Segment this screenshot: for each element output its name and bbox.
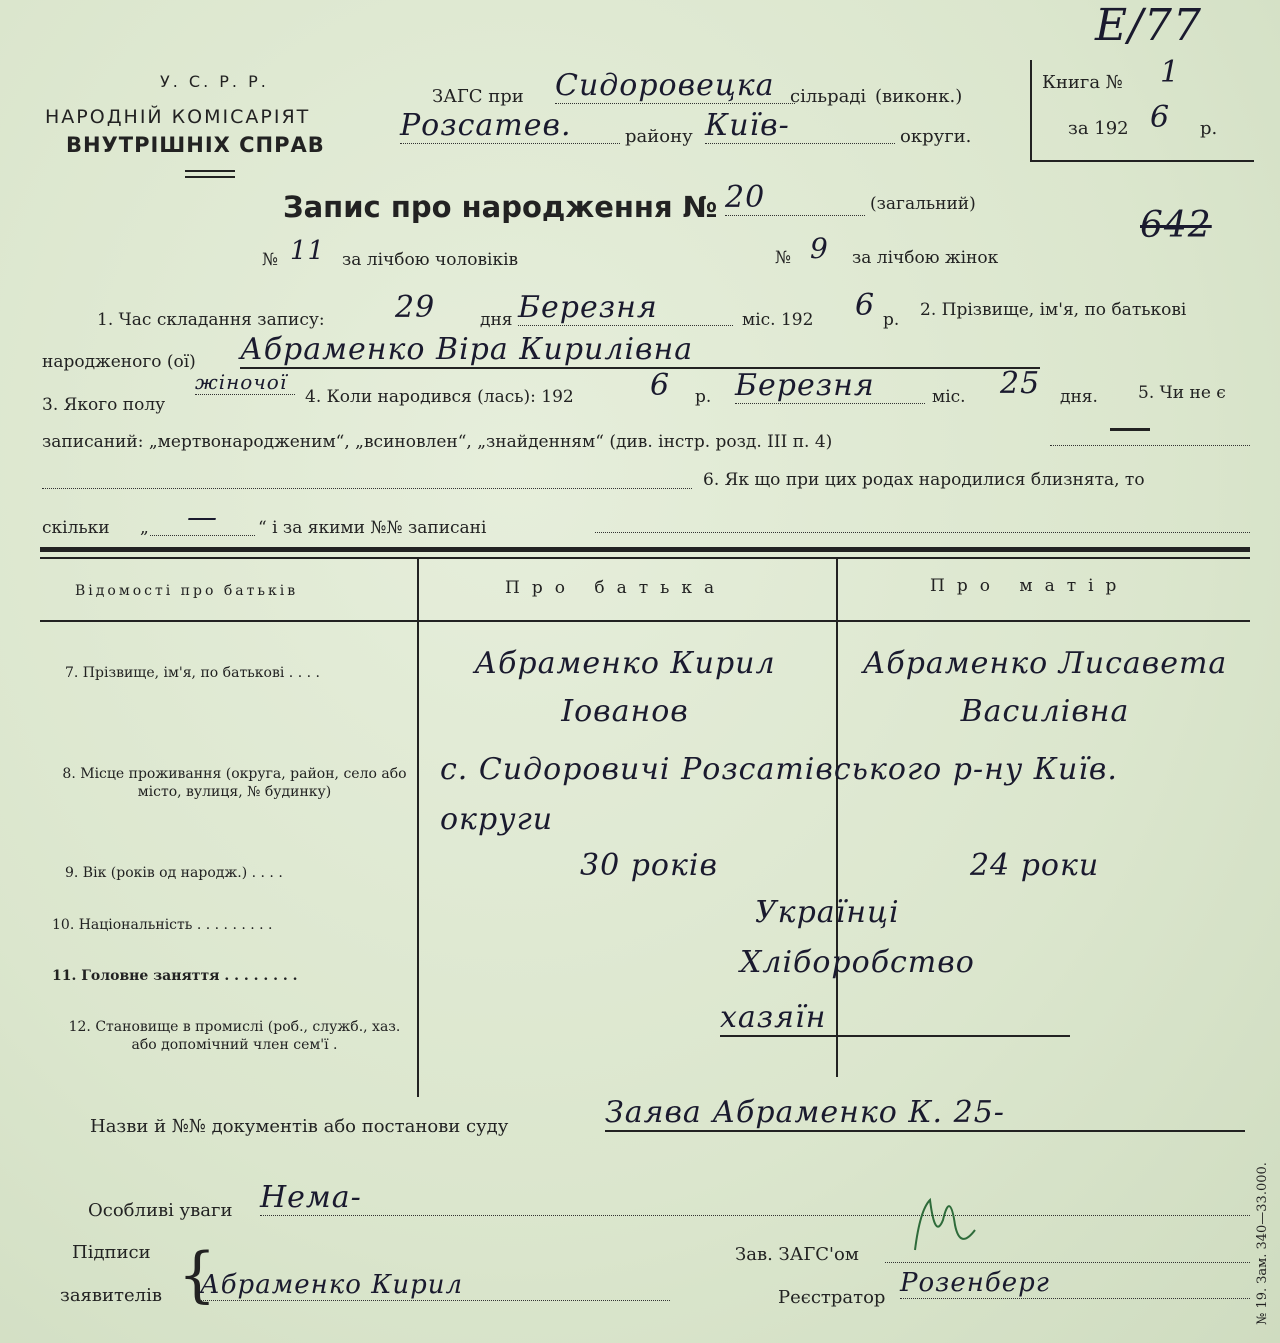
men-label: за лічбою чоловіків [342, 250, 519, 270]
field-2-cont: народженого (ої) [42, 352, 196, 372]
field-1-day: 29 [395, 290, 436, 325]
header-rule [185, 176, 235, 178]
field-5-line [1050, 445, 1250, 446]
field-1-month: Березня [518, 290, 733, 326]
notes-label: Особливі уваги [88, 1200, 233, 1221]
row-9-mother: 24 роки [970, 848, 1100, 883]
notes-value: Нема- [260, 1180, 1250, 1216]
field-1-mis: міс. 192 [742, 310, 814, 330]
zags-label: ЗАГС при [432, 86, 524, 107]
row-9-father: 30 років [580, 848, 718, 883]
row-10-label: 10. Національність . . . . . . . . . [52, 917, 273, 933]
men-no-sign: № [262, 250, 279, 270]
field-3-label: 3. Якого полу [42, 395, 166, 415]
field-5-dash [1110, 428, 1150, 431]
field-6-value: — [150, 500, 255, 536]
docs-label: Назви й №№ документів або постанови суду [90, 1116, 509, 1137]
field-6-cont: скільки [42, 518, 110, 538]
table-col-divider [417, 557, 419, 1097]
book-label: Книга № [1042, 72, 1123, 93]
corner-number: 642 [1140, 205, 1212, 246]
village-value: Сидоровецка [555, 68, 795, 104]
women-no-sign: № [775, 248, 792, 268]
field-2-value: Абраменко Віра Кирилівна [240, 332, 1040, 369]
field-4-mis: міс. [932, 387, 966, 407]
book-year-r: р. [1200, 118, 1218, 139]
row-12-label: 12. Становище в промислі (роб., служб., хаз. або допомічний член сем'ї . [68, 1019, 401, 1053]
table-top-rule [40, 547, 1250, 552]
field-1-year: 6 [855, 288, 876, 323]
silradi-label: сільраді [790, 86, 867, 107]
row-9-label: 9. Вік (років од народж.) . . . . [65, 865, 283, 881]
row-11-father: Хліборобство [740, 945, 975, 980]
field-6-line [42, 488, 692, 489]
field-4-year: 6 [650, 368, 671, 403]
header-rule [185, 170, 235, 172]
corner-mark: E/77 [1095, 0, 1202, 51]
field-4-day: 25 [1000, 366, 1041, 401]
row-7-father: Абраменко Кирил Іованов [474, 646, 776, 729]
registrar-label: Реєстратор [778, 1287, 886, 1308]
field-6-end: “ і за якими №№ записані [258, 518, 487, 538]
field-1-label: 1. Час складання запису: [97, 310, 325, 330]
row-12-father: хазяїн [720, 1000, 1070, 1037]
row-7-mother: Абраменко Лисавета Василівна [862, 646, 1228, 729]
table-top-rule-thin [40, 557, 1250, 559]
okrugy-label: округи. [900, 126, 972, 147]
docs-value: Заява Абраменко К. 25- [605, 1095, 1245, 1132]
field-1-day-word: дня [480, 310, 513, 330]
okrug-value: Київ- [705, 108, 895, 144]
row-8-father: с. Сидоровичі Розсатівського р-ну Київ. округи [440, 752, 1118, 837]
field-5-cont: записаний: „мертвонародженим“, „всиновлен“, „знайденням“ (див. інстр. розд. III п. 4) [42, 432, 833, 452]
table-header-mother: Про матір [930, 576, 1129, 596]
table-header-info: Відомості про батьків [75, 583, 299, 599]
field-6-label: 6. Як що при цих родах народилися близнята, то [703, 470, 1145, 490]
applicant-signature: Абраменко Кирил [200, 1270, 670, 1301]
raionu-label: району [625, 126, 693, 147]
book-year-label: за 192 [1068, 118, 1129, 139]
book-number: 1 [1160, 55, 1181, 90]
row-10-father: Українці [755, 895, 900, 930]
zags-head-label: Зав. ЗАГС'ом [735, 1244, 859, 1265]
zags-head-line [885, 1262, 1250, 1263]
field-4-month: Березня [735, 368, 925, 404]
side-print: № 19. Зам. 340—33.000. [1255, 1162, 1270, 1325]
field-4-label: 4. Коли народився (лась): 192 [305, 387, 574, 407]
field-4-day-word: дня. [1060, 387, 1098, 407]
table-header-rule [40, 620, 1250, 622]
zags-head-signature [905, 1180, 985, 1260]
women-label: за лічбою жінок [852, 248, 999, 268]
ussr-label: У. С. Р. Р. [160, 72, 269, 91]
book-year-digit: 6 [1150, 100, 1171, 135]
field-5-label: 5. Чи не є [1138, 383, 1226, 403]
commissariat-line2: ВНУТРІШНІХ СПРАВ [66, 133, 325, 157]
district-value: Розсатев. [400, 108, 620, 144]
men-count: 11 [290, 236, 326, 266]
field-3-value: жіночої [195, 370, 295, 395]
women-count: 9 [810, 232, 829, 265]
signatures-label-2: заявителів [60, 1285, 162, 1306]
signatures-brace: { [178, 1240, 217, 1310]
signatures-label-1: Підписи [72, 1242, 151, 1263]
registrar-signature: Розенберг [900, 1268, 1250, 1299]
table-header-father: Про батька [505, 578, 727, 598]
record-title: Запис про народження № [283, 190, 718, 224]
field-4-r: р. [695, 387, 712, 407]
commissariat-line1: НАРОДНІЙ КОМІСАРІЯТ [45, 106, 311, 128]
birth-record-page: У. С. Р. Р. НАРОДНІЙ КОМІСАРІЯТ ВНУТРІШНІХ СПРАВ ЗАГС при Сидоровецка сільраді (виконк.) Розсатев. району Київ- округи. Книга № 1 за 192 6 р. E/77 642 Запис про народження № 20 (загальний) № 11 за лічбою чоловіків № 9 за лічбою жінок 1. Час складання запису: 29 дня Березня міс. 192 6 р. 2. Прізвище, ім'я, по батькові народженого (ої) Абраменко Віра Кирилівна 3. Якого полу жіночої 4. Коли народився (лась): 192 6 р. Березня міс. 25 дня. 5. Чи не є записаний: „мертвонародженим“, „всиновлен“, „знайденням“ (див. інстр. розд. III п. 4) 6. Як що при цих родах народилися близнята, то скільки „ — “ і за якими №№ записані Відомості про батьків Про батька Про матір 7. Прізвище, ім'я, по батькові . . . . Абраменко Кирил Іованов Абраменко Лисавета Василівна 8. Місце проживання (округа, район, село або місто, вулиця, № будинку) с. Сидоровичі Розсатівського р-ну Київ. округи 9. Вік (років од народж.) . . . . 30 років 24 роки 10. Національність . . . . . . . . . Українці 11. Головне заняття . . . . . . . . Хліборобство 12. Становище в промислі (роб., служб., хаз. або допомічний член сем'ї . хазяїн Назви й №№ документів або постанови суду Заява Абраменко К. 25- Особливі уваги Нема- Підписи заявителів { Абраменко Кирил Зав. ЗАГС'ом Реєстратор Розенберг № 19. Зам. 340—33.000. [0, 0, 1280, 1343]
field-2-label: 2. Прізвище, ім'я, по батькові [920, 300, 1187, 320]
record-general: (загальний) [870, 194, 976, 214]
row-11-label: 11. Головне заняття . . . . . . . . [52, 968, 298, 984]
field-6-records-line [595, 532, 1250, 533]
row-7-label: 7. Прізвище, ім'я, по батькові . . . . [65, 665, 320, 681]
field-1-r: р. [883, 310, 900, 330]
row-8-label: 8. Місце проживання (округа, район, село або місто, вулиця, № будинку) [62, 766, 407, 800]
record-number: 20 [725, 180, 865, 216]
vykonk-label: (виконк.) [875, 86, 963, 107]
